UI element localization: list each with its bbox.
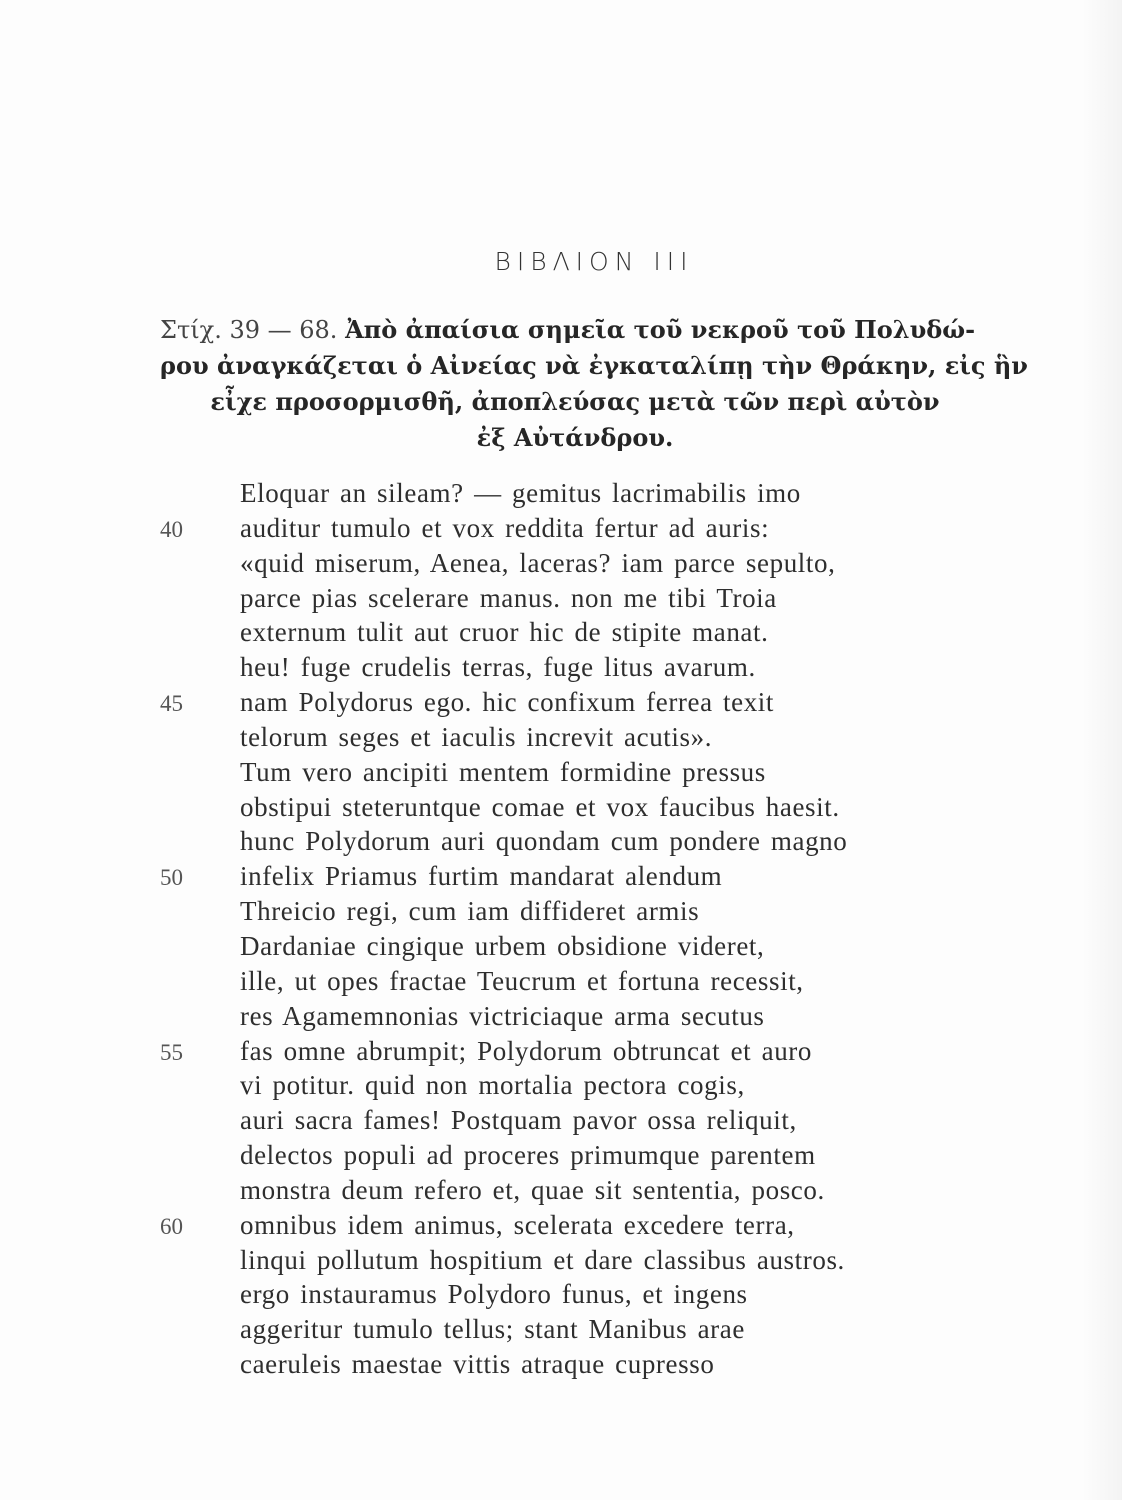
verse-line bbox=[0, 1314, 1122, 1349]
verse-line bbox=[0, 1036, 1122, 1071]
summary-line-1 bbox=[160, 312, 990, 348]
verse-text: externum tulit aut cruor hic de stipite manat. bbox=[240, 617, 769, 648]
verse-line bbox=[0, 861, 1122, 896]
verse-text: auditur tumulo et vox reddita fertur ad auris: bbox=[240, 512, 770, 543]
verse-text: delectos populi ad proceres primumque parentem bbox=[240, 1140, 816, 1171]
verse-text: telorum seges et iaculis increvit acutis». bbox=[240, 721, 713, 752]
verse-text: infelix Priamus furtim mandarat alendum bbox=[240, 861, 723, 892]
verse-line bbox=[0, 583, 1122, 618]
verse-text: «quid miserum, Aenea, laceras? iam parce sepulto, bbox=[240, 547, 836, 578]
summary-line-3: εἶχε προσορμισθῆ, ἀποπλεύσας μετὰ τῶν περὶ αὐτὸν bbox=[210, 387, 940, 416]
verse-text: linqui pollutum hospitium et dare classibus austros. bbox=[240, 1244, 845, 1275]
verse-text: nam Polydorus ego. hic confixum ferrea texit bbox=[240, 687, 775, 718]
verse-line bbox=[0, 1070, 1122, 1105]
verse-text: Threicio regi, cum iam diffideret armis bbox=[240, 896, 700, 927]
verse-line bbox=[0, 652, 1122, 687]
verse-line bbox=[0, 757, 1122, 792]
verse-line bbox=[0, 548, 1122, 583]
verse-line bbox=[0, 513, 1122, 548]
verse-line bbox=[0, 1175, 1122, 1210]
verse-text: obstipui steteruntque comae et vox faucibus haesit. bbox=[240, 791, 840, 822]
verse-text: caeruleis maestae vittis atraque cupresso bbox=[240, 1349, 715, 1380]
section-summary bbox=[160, 312, 1028, 456]
line-number: 60 bbox=[160, 1213, 183, 1239]
verse-line bbox=[0, 931, 1122, 966]
verse-text: auri sacra fames! Postquam pavor ossa reliquit, bbox=[240, 1105, 797, 1136]
verse-line bbox=[0, 1105, 1122, 1140]
verse-text: fas omne abrumpit; Polydorum obtruncat et auro bbox=[240, 1035, 812, 1066]
verse-line bbox=[0, 792, 1122, 827]
verse-line bbox=[0, 1349, 1122, 1384]
verse-reference: Στίχ. 39 — 68. bbox=[160, 316, 338, 344]
verse-line bbox=[0, 478, 1122, 513]
verse-line bbox=[0, 722, 1122, 757]
verse-line bbox=[0, 826, 1122, 861]
verse-text: aggeritur tumulo tellus; stant Manibus arae bbox=[240, 1314, 745, 1345]
verse-text: Dardaniae cingique urbem obsidione videret, bbox=[240, 930, 765, 961]
verse-text: vi potitur. quid non mortalia pectora cogis, bbox=[240, 1070, 745, 1101]
verse-text: monstra deum refero et, quae sit sententia, posco. bbox=[240, 1174, 825, 1205]
verse-text: ille, ut opes fractae Teucrum et fortuna recessit, bbox=[240, 965, 804, 996]
line-number: 50 bbox=[160, 865, 183, 891]
line-number: 40 bbox=[160, 516, 183, 542]
book-title: ΒΙΒΛΙΟΝ III bbox=[494, 247, 694, 276]
verse-line bbox=[0, 687, 1122, 722]
verse-text: Tum vero ancipiti mentem formidine pressus bbox=[240, 756, 766, 787]
line-number: 45 bbox=[160, 691, 183, 717]
summary-line-2: ρου ἀναγκάζεται ὁ Αἰνείας νὰ ἐγκαταλίπῃ τὴν Θράκην, εἰς ἣν bbox=[160, 351, 1028, 380]
summary-line-4: ἐξ Αὐτάνδρου. bbox=[476, 423, 674, 452]
verse-line bbox=[0, 1210, 1122, 1245]
verse-text: hunc Polydorum auri quondam cum pondere magno bbox=[240, 826, 848, 857]
verse-text: Eloquar an sileam? — gemitus lacrimabilis imo bbox=[240, 478, 801, 508]
verse-line bbox=[0, 1001, 1122, 1036]
summary-line-1-text: Ἀπὸ ἀπαίσια σημεῖα τοῦ νεκροῦ τοῦ Πολυδώ- bbox=[345, 315, 976, 344]
latin-verses bbox=[0, 478, 1122, 1384]
line-number: 55 bbox=[160, 1039, 183, 1065]
verse-text: ergo instauramus Polydoro funus, et ingens bbox=[240, 1279, 748, 1310]
verse-line bbox=[0, 1279, 1122, 1314]
verse-line bbox=[0, 966, 1122, 1001]
verse-text: res Agamemnonias victriciaque arma secutus bbox=[240, 1000, 765, 1031]
verse-line bbox=[0, 896, 1122, 931]
verse-line bbox=[0, 617, 1122, 652]
verse-text: omnibus idem animus, scelerata excedere terra, bbox=[240, 1209, 795, 1240]
verse-line bbox=[0, 1245, 1122, 1280]
verse-line bbox=[0, 1140, 1122, 1175]
verse-text: heu! fuge crudelis terras, fuge litus avarum. bbox=[240, 652, 756, 683]
verse-text: parce pias scelerare manus. non me tibi Troia bbox=[240, 582, 777, 613]
